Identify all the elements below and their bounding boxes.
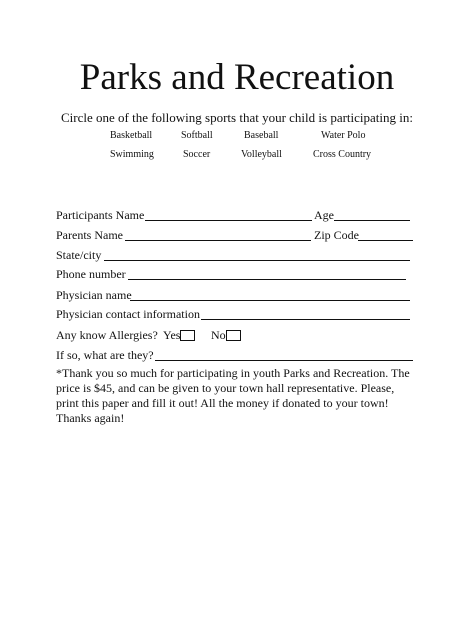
- allergies-label: Any know Allergies?: [56, 328, 158, 342]
- sport-option-baseball[interactable]: Baseball: [244, 130, 279, 141]
- sport-option-volleyball[interactable]: Volleyball: [241, 149, 282, 160]
- parents-name-field[interactable]: [125, 240, 311, 241]
- parents-name-label: Parents Name: [56, 228, 123, 242]
- physician-name-label: Physician name: [56, 288, 132, 302]
- physician-name-field[interactable]: [130, 300, 410, 301]
- allergies-details-field[interactable]: [155, 360, 413, 361]
- state-city-field[interactable]: [104, 260, 410, 261]
- sports-instruction: Circle one of the following sports that your child is participating in:: [60, 110, 413, 125]
- phone-number-field[interactable]: [128, 279, 406, 280]
- sports-row-2: [0, 148, 474, 162]
- zip-code-field[interactable]: [358, 240, 413, 241]
- sport-option-basketball[interactable]: Basketball: [110, 130, 153, 141]
- sport-option-softball[interactable]: Softball: [181, 130, 213, 141]
- zip-code-label: Zip Code: [314, 228, 359, 242]
- sport-option-swimming[interactable]: Swimming: [110, 149, 154, 160]
- page-title: Parks and Recreation: [79, 57, 395, 98]
- allergies-yes-label: Yes: [163, 328, 181, 342]
- physician-contact-label: Physician contact information: [56, 307, 200, 321]
- allergies-yes-checkbox[interactable]: [180, 330, 195, 341]
- allergies-details-label: If so, what are they?: [56, 348, 154, 362]
- sport-option-water-polo[interactable]: Water Polo: [321, 130, 366, 141]
- age-label: Age: [314, 208, 334, 222]
- sports-row-1: [0, 129, 474, 143]
- state-city-label: State/city: [56, 248, 102, 262]
- participant-name-field[interactable]: [145, 220, 312, 221]
- physician-contact-field[interactable]: [201, 319, 410, 320]
- participant-name-label: Participants Name: [56, 208, 145, 222]
- phone-number-label: Phone number: [56, 267, 126, 281]
- sport-option-soccer[interactable]: Soccer: [183, 149, 211, 160]
- allergies-no-label: No: [211, 328, 226, 342]
- sport-option-cross-country[interactable]: Cross Country: [313, 149, 372, 160]
- age-field[interactable]: [334, 220, 410, 221]
- thank-you-note: *Thank you so much for participating in youth Parks and Recreation. The price is $45, and can be given to your town hall representative. Please, print this paper and fill it out! All the money if donated to your town! Thanks again!: [56, 366, 410, 425]
- allergies-no-checkbox[interactable]: [226, 330, 241, 341]
